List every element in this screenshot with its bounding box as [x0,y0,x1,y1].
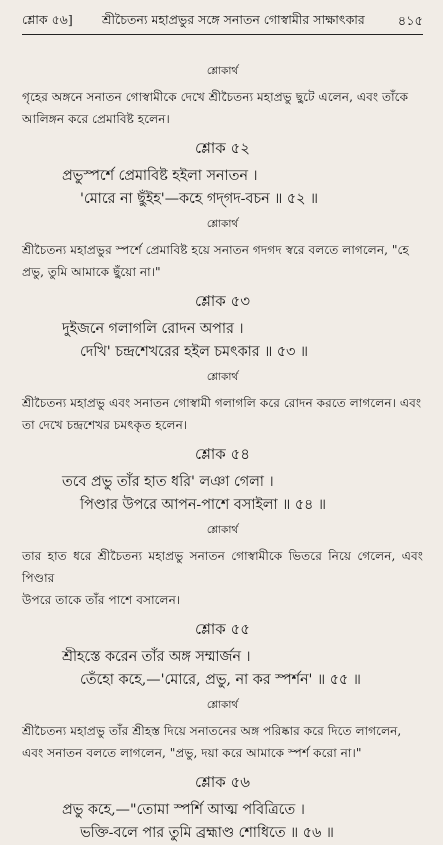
verse-text [22,165,423,211]
verse-text [22,646,423,692]
verse-line: দুইজনে গলাগলি রোদন অপার । [62,321,244,337]
translation-text [22,86,423,130]
verse-line: তবে প্রভু তাঁর হাত ধরি' লঞা গেলা । [62,474,274,490]
verse-text [22,471,423,517]
verse-range-label: শ্লোক ৫৬] [22,12,73,27]
prose-line: আলিঙ্গন করে প্রেমাবিষ্ট হলেন। [22,112,170,126]
prose-line: প্রভু, তুমি আমাকে ছুঁয়ো না।" [22,265,161,279]
verse-text [22,318,423,364]
translation-label: শ্লোকার্থ [206,699,239,711]
verse-line: প্রভুস্পর্শে প্রেমাবিষ্ট হইলা সনাতন । [62,168,258,184]
chapter-running-title: শ্রীচৈতন্য মহাপ্রভুর সঙ্গে সনাতন গোস্বামীর সাক্ষাৎকার [102,12,365,27]
verse-heading: শ্লোক ৫৪ [195,445,250,463]
page-header [22,10,423,35]
verse-text [22,799,423,845]
verse-heading: শ্লোক ৫৩ [195,292,250,310]
page-number: ৪১৫ [397,14,423,29]
prose-line: শ্রীচৈতন্য মহাপ্রভু এবং সনাতন গোস্বামী গলাগলি করে রোদন করতে লাগলেন। এবং [22,396,422,410]
verse-heading: শ্লোক ৫২ [195,139,250,157]
translation-label: শ্লোকার্থ [206,218,239,230]
translation-text [22,392,423,436]
translation-label: শ্লোকার্থ [206,371,239,383]
prose-line: এবং সনাতন বলতে লাগলেন, "প্রভু, দয়া করে আমাকে স্পর্শ করো না।" [22,746,362,760]
verse-line: শ্রীহস্তে করেন তাঁর অঙ্গ সম্মার্জন । [62,649,251,665]
translation-text [22,545,423,611]
verse-line: ভক্তি-বলে পার তুমি ব্রহ্মাণ্ড শোধিতে ॥ ৫৬ ॥ [80,825,334,841]
prose-line: শ্রীচৈতন্য মহাপ্রভুর স্পর্শে প্রেমাবিষ্ট হয়ে সনাতন গদগদ স্বরে বলতে লাগলেন, "হে [22,243,409,257]
verse-heading: শ্লোক ৫৬ [195,773,250,791]
verse-line: 'মোরে না ছুঁইহ'—কহে গদ্‌গদ-বচন ॥ ৫২ ॥ [80,191,319,207]
prose-line: উপরে তাকে তাঁর পাশে বসালেন। [22,593,181,607]
prose-line: তা দেখে চন্দ্রশেখর চমৎকৃত হলেন। [22,418,188,432]
translation-text [22,720,423,764]
page-body [22,44,423,845]
prose-line: গৃহের অঙ্গনে সনাতন গোস্বামীকে দেখে শ্রীচৈতন্য মহাপ্রভু ছুটে এলেন, এবং তাঁকে [22,90,409,104]
verse-line: দেখি' চন্দ্রশেখরের হইল চমৎকার ॥ ৫৩ ॥ [80,344,308,360]
translation-text [22,239,423,283]
translation-label: শ্লোকার্থ [206,524,239,536]
prose-line: শ্রীচৈতন্য মহাপ্রভু তাঁর শ্রীহস্ত দিয়ে সনাতনের অঙ্গ পরিষ্কার করে দিতে লাগলেন, [22,724,402,738]
verse-line: তেঁহো কহে,—'মোরে, প্রভু, না কর স্পর্শন' ॥ ৫৫ ॥ [80,672,361,688]
translation-label: শ্লোকার্থ [206,65,239,77]
verse-heading: শ্লোক ৫৫ [195,620,250,638]
verse-line: পিণ্ডার উপরে আপন-পাশে বসাইলা ॥ ৫৪ ॥ [80,497,326,513]
prose-line: তার হাত ধরে শ্রীচৈতন্য মহাপ্রভু সনাতন গোস্বামীকে ভিতরে নিয়ে গেলেন, এবং পিণ্ডার [22,549,423,585]
verse-line: প্রভু কহে,—"তোমা স্পর্শি আত্ম পবিত্রিতে । [62,802,305,818]
